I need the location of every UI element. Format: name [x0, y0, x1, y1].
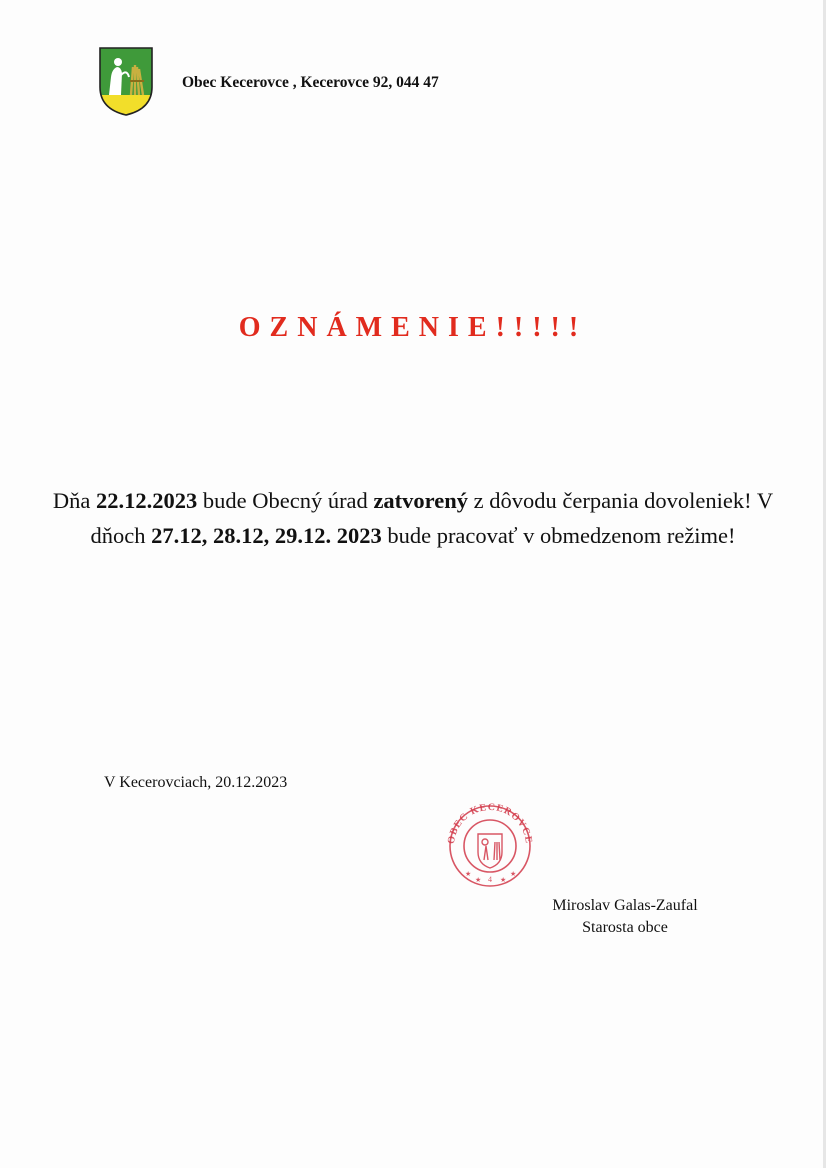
- svg-text:★: ★: [510, 870, 517, 878]
- place-and-date: V Kecerovciach, 20.12.2023: [104, 774, 288, 791]
- limited-days: 27.12, 28.12, 29.12. 2023: [151, 523, 382, 548]
- stamp-number: 4: [488, 875, 492, 884]
- signer-role: Starosta obce: [582, 919, 668, 936]
- official-stamp-icon: [440, 800, 540, 888]
- svg-text:★: ★: [500, 876, 507, 884]
- svg-text:★: ★: [465, 870, 472, 878]
- stamp-text: OBEC KECEROVCE: [445, 801, 535, 845]
- svg-text:OBEC KECEROVCE: [446, 802, 534, 845]
- announcement-title: OZNÁMENIE!!!!!: [238, 312, 588, 343]
- body-text-3: z dôvodu čerpania dovoleniek! V dňoch: [90, 488, 774, 548]
- coat-of-arms-icon: [97, 45, 155, 117]
- signer-name: Miroslav Galas-Zaufal: [552, 897, 698, 914]
- body-text-4: bude pracovať v obmedzenom režime!: [381, 523, 736, 548]
- closed-word: zatvorený: [373, 488, 468, 513]
- municipality-address: Obec Kecerovce , Kecerovce 92, 044 47: [182, 74, 439, 91]
- body-text-2: bude Obecný úrad: [197, 488, 374, 513]
- announcement-body: [40, 483, 786, 553]
- closure-date: 22.12.2023: [95, 488, 198, 513]
- svg-text:★: ★: [475, 876, 482, 884]
- body-text-1: Dňa: [52, 488, 96, 513]
- signature-block: [520, 895, 730, 939]
